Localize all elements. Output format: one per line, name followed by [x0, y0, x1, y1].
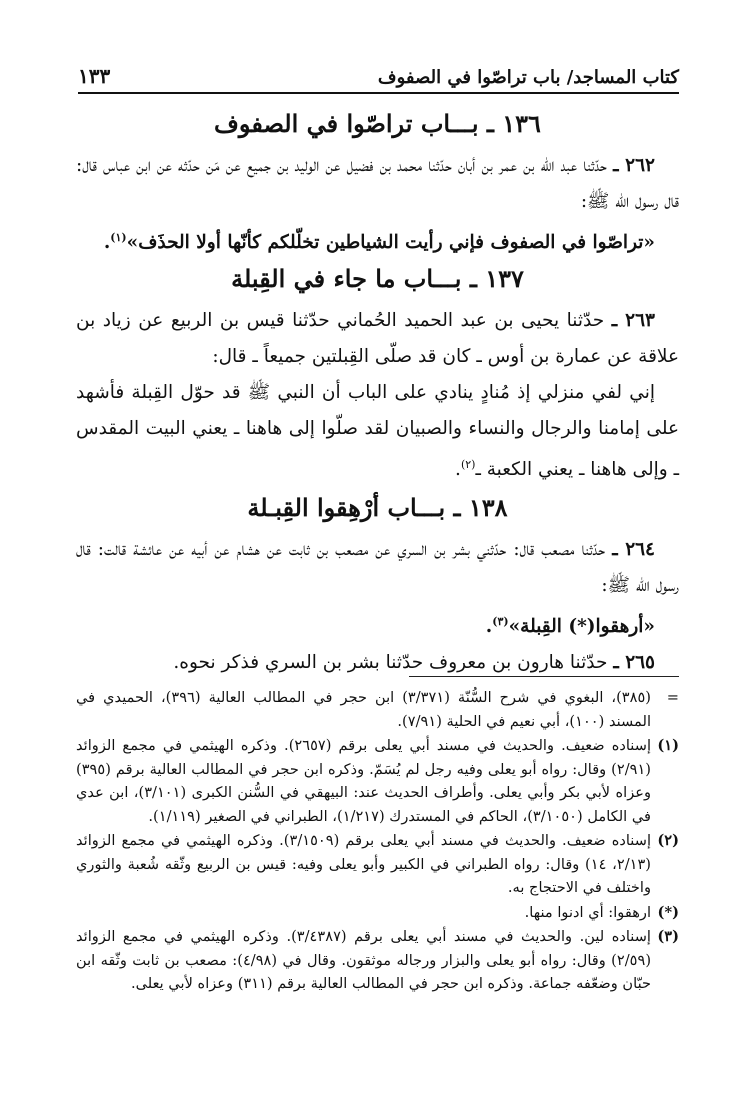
hadith-263 — [76, 303, 679, 375]
hadith-isnad: حدّثنا عبد الله بن عمر بن أبان حدّثنا محمد بن فضيل عن الوليد بن جميع عن مَن حدّثه عن ابن عباس قال: قال رسول الله ﷺ: — [76, 155, 679, 212]
hadith-isnad: حدّثنا يحيى بن عبد الحميد الحُماني حدّثنا قيس بن الربيع عن زياد بن علاقة عن عمارة بن أوس ـ كان قد صلّى القِبلتين جميعاً ـ قال: — [76, 310, 679, 368]
footnote-text: ارهقوا: أي ادنوا منها. — [524, 903, 651, 921]
hadith-matn-text: إني لفي منزلي إذ مُنادٍ ينادي على الباب أن النبي ﷺ قد حوّل القِبلة فأشهد على إمامنا والرجال والنساء والصبيان لقد صلّوا إلى هاهنا ـ يعني البيت المقدس ـ وإلى هاهنا ـ يعني الكعبة ـ — [76, 382, 679, 481]
chapter-title: ١٣٨ ـ بـــاب أرْهِقوا القِبـلة — [247, 493, 508, 523]
chapter-title: ١٣٦ ـ بـــاب تراصّوا في الصفوف — [214, 109, 541, 138]
footnote-2 — [76, 829, 679, 900]
main-text — [76, 108, 679, 681]
hadith-number: ٢٦٤ ـ — [612, 539, 655, 561]
footnote-marker: (*) — [657, 903, 679, 921]
hadith-262 — [76, 148, 679, 261]
hadith-isnad: حدّثنا مصعب قال: حدّثني بشر بن السري عن مصعب بن ثابت عن هشام عن أبيه عن عائشة قالت: قال رسول الله ﷺ: — [76, 539, 679, 597]
footnote-ref[interactable]: (١) — [110, 231, 127, 244]
footnote-text: إسناده ضعيف. والحديث في مسند أبي يعلى برقم (٣/١٥٠٩). وذكره الهيثمي في مجمع الزوائد (٢/١٣، ١٤) وقال: رواه الطبراني في الكبير وأبو يعلى وفيه: قيس بن الربيع وثّقه شُعبة والثوري واختلف في الاحتجاج به. — [76, 832, 651, 896]
footnote-text: (٣٨٥)، البغوي في شرح السُّنّة (٣/٣٧١) ابن حجر في المطالب العالية (٣٩٦)، الحميدي في المسند (١٠٠)، أبي نعيم في الحلية (٧/٩١). — [76, 689, 651, 730]
footnote-text: إسناده لين. والحديث في مسند أبي يعلى برقم (٣/٤٣٨٧). وذكره الهيثمي في مجمع الزوائد (٢/٥٩) وقال: رواه أبو يعلى والبزار ورجاله موثقون. وقال في (٤/٩٨): مصعب بن ثابت وثّقه ابن حبّان وضعّفه جماعة. وذكره ابن حجر في المطالب العالية برقم (٣١١) وعزاه لأبي يعلى. — [76, 928, 652, 992]
footnote-ref[interactable]: (٢) — [460, 458, 476, 472]
footnote-marker: = — [666, 689, 679, 706]
footnote-separator — [409, 676, 679, 677]
footnote-continued — [76, 686, 679, 733]
footnote-marker: (٣) — [657, 928, 679, 945]
hadith-number: ٢٦٥ ـ — [613, 652, 655, 674]
footnote-marker: (٢) — [657, 832, 679, 849]
hadith-matn-text: «تراصّوا في الصفوف فإني رأيت الشياطين تخلّلكم كأنّها أولا الحذَف» — [126, 232, 655, 254]
hadith-264 — [76, 532, 679, 645]
chapter-title: ١٣٧ ـ بـــاب ما جاء في القِبلة — [231, 264, 524, 294]
hadith-matn: «تراصّوا في الصفوف فإني رأيت الشياطين تخلّلكم كأنّها أولا الحذَف»$^{(١)}$. — [103, 231, 655, 254]
footnote-star — [76, 901, 679, 925]
footnote-1 — [76, 734, 679, 828]
footnote-text: إسناده ضعيف. والحديث في مسند أبي يعلى برقم (٢٦٥٧). وذكره الهيثمي في مجمع الزوائد (٢/٩١) وقال: رواه أبو يعلى وفيه رجل لم يُسَمّ. وذكره ابن حجر في المطالب العالية برقم (٣٩٥) وعزاه لأبي بكر وأبي يعلى. وأطراف الحديث عند: البيهقي في السُّنن الكبرى (٣/١٠١)، ابن عدي في الكامل (٣/١٠٥٠)، الحاكم في المستدرك (١/٢١٧)، الطبراني في الصغير (١/١١٩). — [76, 737, 652, 825]
footnote-3 — [76, 925, 679, 996]
hadith-number: ٢٦٣ ـ — [611, 310, 655, 332]
footnote-ref[interactable]: (٣) — [492, 615, 509, 629]
hadith-263-matn: إني لفي منزلي إذ مُنادٍ ينادي على الباب أن النبي ﷺ قد حوّل القِبلة فأشهد على إمامنا والرجال والنساء والصبيان لقد صلّوا إلى هاهنا ـ يعني البيت المقدس ـ وإلى هاهنا ـ يعني الكعبة ـ$^{(٢)}$. — [76, 382, 679, 481]
hadith-number: ٢٦٢ ـ — [613, 155, 655, 176]
page-number: ١٣٣ — [78, 64, 111, 88]
footnotes — [76, 686, 679, 997]
running-title: كتاب المساجد/ باب تراصّوا في الصفوف — [377, 67, 679, 88]
hadith-matn: «أرهقوا(*) القِبلة»$^{(٣)}$. — [485, 615, 655, 638]
running-header — [78, 58, 679, 94]
hadith-matn-text: «أرهقوا(*) القِبلة» — [508, 616, 655, 638]
footnote-marker: (١) — [657, 737, 679, 754]
hadith-isnad: حدّثنا هارون بن معروف حدّثنا بشر بن السري فذكر نحوه. — [173, 652, 608, 674]
